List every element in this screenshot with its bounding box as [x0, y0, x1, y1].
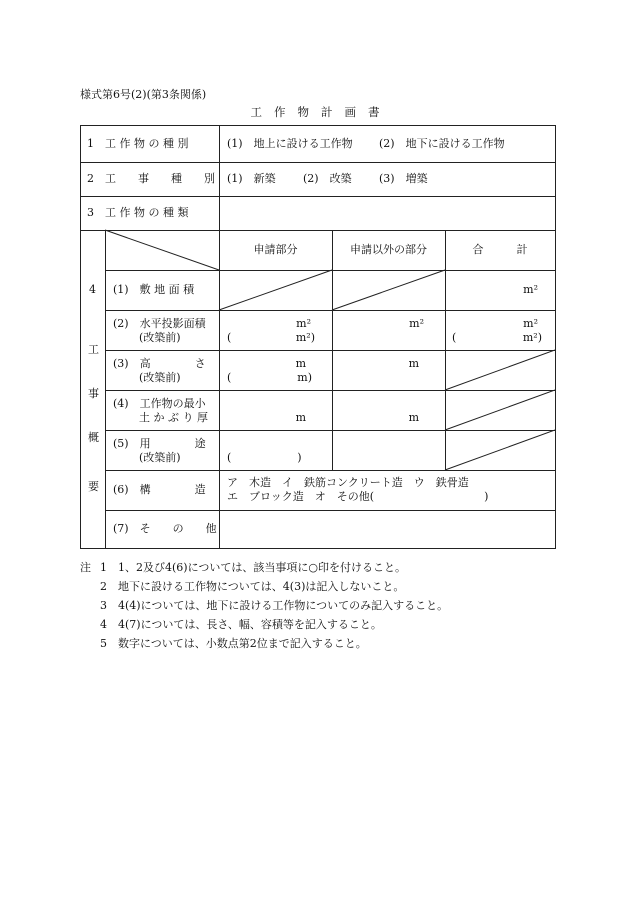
notes-lead: 注 [80, 561, 91, 574]
note-text: 数字については、小数点第2位まで記入すること。 [118, 637, 367, 650]
projected-area-applied-unit[interactable]: m² [296, 317, 311, 330]
height-sublabel: (改築前) [139, 371, 181, 384]
notes [80, 558, 550, 653]
height-label: (3) 高 さ [113, 357, 206, 370]
height-prev-open: ( [227, 371, 232, 384]
note-item [80, 596, 550, 615]
note-text: 4(4)については、地下に設ける工作物についてのみ記入すること。 [118, 599, 449, 612]
structure-label: (6) 構 造 [113, 483, 206, 496]
usage-total-slash [445, 430, 555, 470]
usage-label: (5) 用 途 [113, 437, 206, 450]
overview-label-char: 事 [88, 387, 99, 400]
plan-table [80, 125, 556, 549]
other-label: (7) そ の 他 [113, 522, 217, 535]
cover-total-slash [445, 390, 555, 430]
usage-sublabel: (改築前) [139, 451, 181, 464]
note-number: 2 [100, 580, 107, 593]
note-item [80, 615, 550, 634]
projected-area-sublabel: (改築前) [139, 331, 181, 344]
usage-prev-field[interactable]: ( ) [227, 451, 302, 464]
note-number: 3 [100, 599, 107, 612]
projected-area-prev-unit[interactable]: m²) [295, 331, 315, 344]
projected-area-prev-open: ( [227, 331, 232, 344]
cover-applied-unit[interactable]: m [295, 411, 306, 424]
cover-label: (4) 工作物の最小 [113, 397, 206, 410]
work-type-label: 2 工 事 種 別 [87, 172, 215, 185]
document-title: 工作物計画書 [250, 105, 392, 119]
site-area-total-unit[interactable]: m² [523, 283, 538, 296]
note-text: 4(7)については、長さ、幅、容積等を記入すること。 [118, 618, 382, 631]
type-label: 1 工 作 物 の 種 別 [87, 137, 189, 150]
note-text: 1、2及び4(6)については、該当事項に○印を付けること。 [118, 561, 406, 574]
site-area-slash [332, 270, 445, 310]
overview-number: 4 [89, 283, 96, 296]
header-diagonal [105, 230, 219, 270]
cover-other-unit[interactable]: m [408, 411, 419, 424]
work-option-rebuild[interactable]: (2) 改築 [303, 172, 352, 185]
overview-label-char: 要 [88, 480, 99, 493]
note-item [80, 577, 550, 596]
note-item [80, 558, 550, 577]
note-number: 5 [100, 637, 107, 650]
note-number: 1 [100, 561, 107, 574]
col-header-other: 申請以外の部分 [350, 243, 427, 256]
col-header-applied: 申請部分 [253, 243, 298, 256]
overview-label-char: 概 [88, 431, 99, 444]
height-total-slash [445, 350, 555, 390]
projected-area-label: (2) 水平投影面積 [113, 317, 206, 330]
height-other-unit[interactable]: m [408, 357, 419, 370]
type-option-underground[interactable]: (2) 地下に設ける工作物 [379, 137, 505, 150]
site-area-slash [219, 270, 332, 310]
projected-area-total-prev-open: ( [452, 331, 457, 344]
site-area-label: (1) 敷 地 面 積 [113, 283, 195, 296]
height-prev-unit[interactable]: m) [297, 371, 312, 384]
structure-options-line2[interactable]: エ ブロック造 オ その他( ) [227, 490, 489, 503]
overview-label-char: 工 [88, 343, 99, 356]
other-field[interactable] [221, 512, 553, 546]
height-applied-unit[interactable]: m [295, 357, 306, 370]
cover-sublabel: 土 か ぶ り 厚 [139, 411, 208, 424]
kind-label: 3 工 作 物 の 種 類 [87, 206, 189, 219]
note-text: 地下に設ける工作物については、4(3)は記入しないこと。 [118, 580, 405, 593]
form-number: 様式第6号(2)(第3条関係) [80, 88, 207, 101]
kind-field[interactable] [221, 198, 553, 228]
note-item [80, 634, 550, 653]
col-header-total: 合 計 [472, 243, 528, 256]
projected-area-other-unit[interactable]: m² [409, 317, 424, 330]
work-option-extend[interactable]: (3) 増築 [379, 172, 428, 185]
note-number: 4 [100, 618, 107, 631]
type-option-above-ground[interactable]: (1) 地上に設ける工作物 [227, 137, 353, 150]
work-option-new[interactable]: (1) 新築 [227, 172, 276, 185]
projected-area-total-unit[interactable]: m² [523, 317, 538, 330]
structure-options-line1[interactable]: ア 木造 イ 鉄筋コンクリート造 ウ 鉄骨造 [227, 476, 469, 489]
projected-area-total-prev-unit[interactable]: m²) [522, 331, 542, 344]
